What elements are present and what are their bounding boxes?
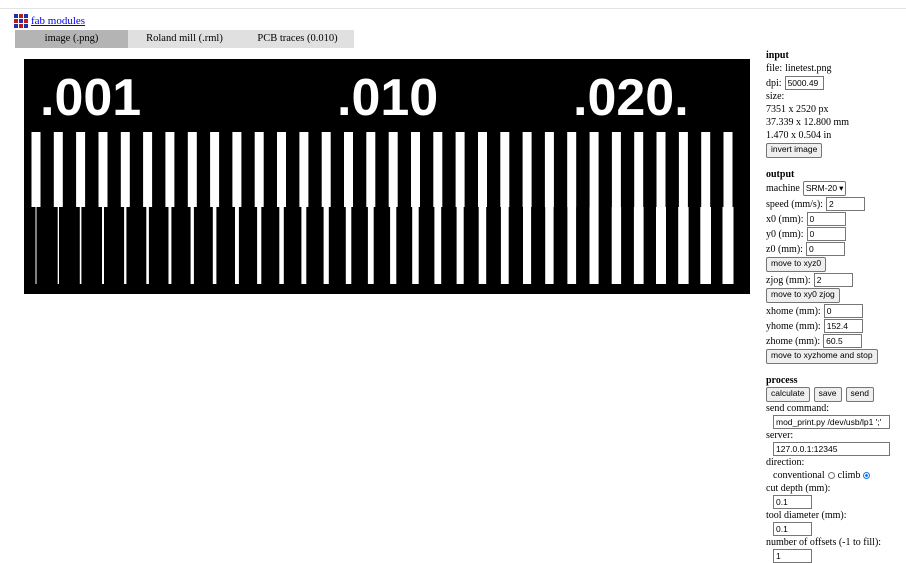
trace-upper <box>299 132 308 207</box>
zhome-label: zhome (mm): <box>766 335 821 347</box>
trace-upper <box>701 132 710 207</box>
yhome-label: yhome (mm): <box>766 320 821 332</box>
trace-lower <box>80 207 82 284</box>
offsets-label: number of offsets (-1 to fill): <box>766 537 882 548</box>
trace-upper <box>523 132 532 207</box>
trace-upper <box>567 132 576 207</box>
trace-lower <box>678 207 688 284</box>
yhome-input[interactable] <box>824 319 863 333</box>
machine-value: SRM-20 <box>805 183 838 193</box>
move-to-xyzhome-button[interactable]: move to xyzhome and stop <box>766 349 878 364</box>
x0-label: x0 (mm): <box>766 213 804 225</box>
trace-upper <box>277 132 286 207</box>
trace-lower <box>324 207 329 284</box>
trace-upper <box>456 132 465 207</box>
move-to-xy0-zjog-button[interactable]: move to xy0 zjog <box>766 288 840 303</box>
trace-upper <box>679 132 688 207</box>
trace-lower <box>457 207 464 284</box>
test-lines <box>32 132 734 284</box>
y0-input[interactable] <box>807 227 846 241</box>
climb-radio[interactable] <box>863 472 870 479</box>
conventional-label: conventional <box>773 470 825 481</box>
speed-label: speed (mm/s): <box>766 198 823 210</box>
trace-upper <box>143 132 152 207</box>
trace-lower <box>656 207 666 284</box>
trace-upper <box>366 132 375 207</box>
trace-lower <box>124 207 126 284</box>
label-010: .010 <box>337 69 439 127</box>
trace-upper <box>612 132 621 207</box>
file-label: file: <box>766 63 783 74</box>
trace-upper <box>657 132 666 207</box>
machine-label: machine <box>766 183 800 194</box>
trace-upper <box>634 132 643 207</box>
trace-lower <box>36 207 37 284</box>
size-in: 1.470 x 0.504 in <box>766 130 832 141</box>
z0-input[interactable] <box>806 242 845 256</box>
trace-lower <box>213 207 217 284</box>
tool-diameter-label: tool diameter (mm): <box>766 510 847 521</box>
trace-lower <box>146 207 149 284</box>
trace-lower <box>434 207 441 284</box>
trace-lower <box>169 207 172 284</box>
cut-depth-label: cut depth (mm): <box>766 483 831 494</box>
send-command-label: send command: <box>766 403 830 414</box>
trace-lower <box>301 207 306 284</box>
trace-upper <box>590 132 599 207</box>
linetest-image <box>24 59 750 294</box>
brand-header <box>14 14 85 28</box>
chevron-down-icon: ▾ <box>839 183 844 193</box>
z0-label: z0 (mm): <box>766 243 803 255</box>
size-label: size: <box>766 91 785 102</box>
machine-select[interactable] <box>803 181 846 196</box>
process-heading: process <box>766 375 798 386</box>
trace-upper <box>232 132 241 207</box>
trace-upper <box>322 132 331 207</box>
trace-upper <box>188 132 197 207</box>
conventional-radio[interactable] <box>828 472 835 479</box>
trace-lower <box>501 207 509 284</box>
size-px: 7351 x 2520 px <box>766 104 829 115</box>
trace-lower <box>700 207 711 284</box>
trace-lower <box>590 207 599 284</box>
save-button[interactable]: save <box>814 387 842 402</box>
y0-label: y0 (mm): <box>766 228 804 240</box>
trace-lower <box>390 207 396 284</box>
trace-lower <box>634 207 644 284</box>
output-heading: output <box>766 169 795 180</box>
trace-upper <box>433 132 442 207</box>
trace-lower <box>257 207 261 284</box>
trace-upper <box>478 132 487 207</box>
size-mm: 37.339 x 12.800 mm <box>766 117 850 128</box>
direction-label: direction: <box>766 457 805 468</box>
zjog-label: zjog (mm): <box>766 274 811 286</box>
file-value: linetest.png <box>785 63 832 74</box>
tool-diameter-input[interactable] <box>773 522 812 536</box>
toolpath-image <box>24 59 750 294</box>
trace-upper <box>54 132 63 207</box>
dpi-input[interactable] <box>785 76 824 90</box>
invert-image-button[interactable]: invert image <box>766 143 822 158</box>
trace-upper <box>99 132 108 207</box>
trace-upper <box>255 132 264 207</box>
tab-image-png[interactable]: image (.png) <box>15 30 128 48</box>
trace-upper <box>724 132 733 207</box>
offsets-input[interactable] <box>773 549 812 563</box>
label-020: .020. <box>573 69 689 127</box>
trace-upper <box>121 132 130 207</box>
trace-lower <box>412 207 419 284</box>
move-to-xyz0-button[interactable]: move to xyz0 <box>766 257 826 272</box>
send-button[interactable]: send <box>846 387 874 402</box>
trace-lower <box>567 207 576 284</box>
tab-pcb-traces[interactable]: PCB traces (0.010) <box>241 30 354 48</box>
xhome-label: xhome (mm): <box>766 305 821 317</box>
trace-lower <box>279 207 284 284</box>
dpi-label: dpi: <box>766 77 782 89</box>
server-label: server: <box>766 430 794 441</box>
xhome-input[interactable] <box>824 304 863 318</box>
input-heading: input <box>766 50 789 61</box>
trace-upper <box>411 132 420 207</box>
tab-roland-mill-rml[interactable]: Roland mill (.rml) <box>128 30 241 48</box>
trace-upper <box>32 132 41 207</box>
trace-lower <box>479 207 487 284</box>
trace-lower <box>723 207 734 284</box>
zhome-input[interactable] <box>823 334 862 348</box>
trace-lower <box>545 207 553 284</box>
zjog-input[interactable] <box>814 273 853 287</box>
trace-lower <box>58 207 59 284</box>
trace-lower <box>523 207 531 284</box>
trace-upper <box>165 132 174 207</box>
trace-lower <box>102 207 104 284</box>
calculate-button[interactable]: calculate <box>766 387 810 402</box>
trace-upper <box>500 132 509 207</box>
tab-bar <box>15 30 354 48</box>
trace-upper <box>344 132 353 207</box>
climb-label: climb <box>837 470 861 481</box>
trace-lower <box>346 207 352 284</box>
settings-panel <box>766 50 902 563</box>
trace-upper <box>389 132 398 207</box>
speed-input[interactable] <box>826 197 865 211</box>
top-divider <box>0 8 906 9</box>
trace-lower <box>368 207 374 284</box>
trace-upper <box>76 132 85 207</box>
trace-upper <box>545 132 554 207</box>
x0-input[interactable] <box>807 212 846 226</box>
server-input[interactable] <box>773 442 890 456</box>
trace-lower <box>612 207 621 284</box>
trace-upper <box>210 132 219 207</box>
grid-icon[interactable] <box>14 14 28 28</box>
label-001: .001 <box>40 69 142 127</box>
trace-lower <box>235 207 239 284</box>
brand-link[interactable]: fab modules <box>31 15 86 27</box>
cut-depth-input[interactable] <box>773 495 812 509</box>
send-command-input[interactable] <box>773 415 890 429</box>
trace-lower <box>191 207 194 284</box>
